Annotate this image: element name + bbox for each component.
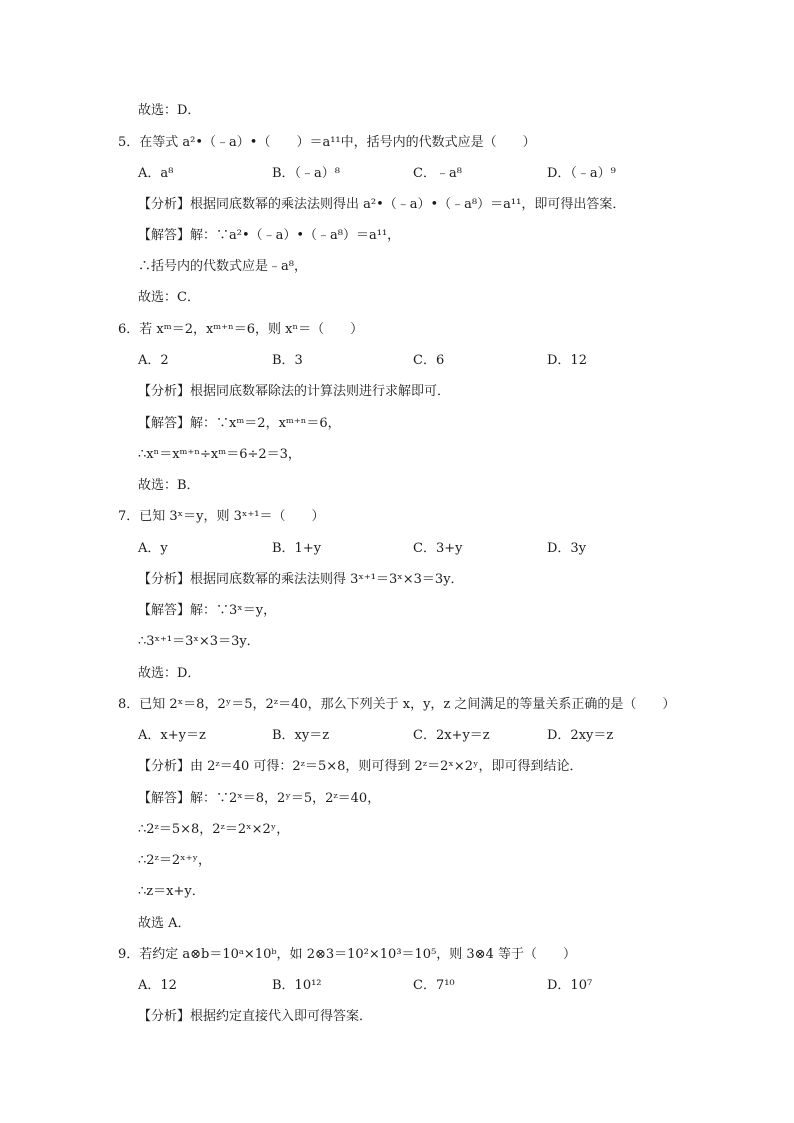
solution-q6-step: ∴xⁿ＝xᵐ⁺ⁿ÷xᵐ＝6÷2＝3， bbox=[138, 447, 301, 462]
answer-line-q6: 故选：B． bbox=[138, 478, 200, 493]
option-c: C．6 bbox=[413, 353, 445, 368]
option-d: D．10⁷ bbox=[547, 978, 593, 993]
option-b: B．10¹² bbox=[272, 978, 322, 993]
option-c: C．﹣a⁸ bbox=[413, 166, 462, 181]
analysis-q8: 【分析】由 2ᶻ＝40 可得：2ᶻ＝5×8，则可得到 2ᶻ＝2ˣ×2ʸ，即可得到结论． bbox=[138, 759, 583, 774]
question-9-options bbox=[138, 977, 658, 995]
option-d: D．（﹣a）⁹ bbox=[547, 166, 616, 181]
question-7-stem: 7．已知 3ˣ＝y，则 3ˣ⁺¹＝（ ） bbox=[118, 509, 325, 524]
option-b: B．3 bbox=[272, 353, 303, 368]
question-5-options bbox=[138, 165, 658, 183]
answer-line-q7: 故选：D． bbox=[138, 666, 201, 681]
question-7-options bbox=[138, 540, 658, 558]
answer-line-q5: 故选：C． bbox=[138, 290, 200, 305]
question-8-options bbox=[138, 727, 658, 745]
solution-q8-step-3: ∴z＝x+y． bbox=[138, 884, 205, 899]
solution-q7-step: ∴3ˣ⁺¹＝3ˣ×3＝3y． bbox=[138, 634, 260, 649]
answer-line-q4: 故选：D． bbox=[138, 103, 201, 118]
option-d: D．12 bbox=[547, 353, 587, 368]
solution-q7: 【解答】解：∵3ˣ＝y， bbox=[138, 603, 277, 618]
solution-q8-step-2: ∴2ᶻ＝2ˣ⁺ʸ， bbox=[138, 853, 211, 868]
option-a: A．2 bbox=[138, 353, 169, 368]
option-a: A．a⁸ bbox=[138, 166, 174, 181]
question-6-stem: 6．若 xᵐ＝2，xᵐ⁺ⁿ＝6，则 xⁿ＝（ ） bbox=[118, 322, 364, 337]
option-c: C．2x+y＝z bbox=[413, 728, 490, 743]
solution-q8-step-1: ∴2ᶻ＝5×8，2ᶻ＝2ˣ×2ʸ， bbox=[138, 822, 290, 837]
solution-q8: 【解答】解：∵2ˣ＝8，2ʸ＝5，2ᶻ＝40， bbox=[138, 791, 381, 806]
question-5-stem: 5．在等式 a²•（﹣a）•（ ）＝a¹¹中，括号内的代数式应是（ ） bbox=[118, 135, 536, 150]
answer-line-q8: 故选 A． bbox=[138, 916, 191, 931]
option-d: D．2xy＝z bbox=[547, 728, 614, 743]
question-8-stem: 8．已知 2ˣ＝8，2ʸ＝5，2ᶻ＝40，那么下列关于 x，y，z 之间满足的等量关系正确的是（ ） bbox=[118, 697, 676, 712]
option-b: B．（﹣a）⁸ bbox=[272, 166, 341, 181]
analysis-q5: 【分析】根据同底数幂的乘法法则得出 a²•（﹣a）•（﹣a⁸）＝a¹¹，即可得出答案． bbox=[138, 197, 626, 212]
option-a: A．x+y＝z bbox=[138, 728, 206, 743]
solution-q6: 【解答】解：∵xᵐ＝2，xᵐ⁺ⁿ＝6， bbox=[138, 416, 341, 431]
question-6-options bbox=[138, 352, 658, 370]
option-b: B．xy＝z bbox=[272, 728, 330, 743]
option-a: A．y bbox=[138, 541, 168, 556]
analysis-q7: 【分析】根据同底数幂的乘法法则得 3ˣ⁺¹＝3ˣ×3＝3y． bbox=[138, 572, 464, 587]
option-b: B．1+y bbox=[272, 541, 322, 556]
solution-q5: 【解答】解：∵a²•（﹣a）•（﹣a⁸）＝a¹¹， bbox=[138, 228, 401, 243]
analysis-q9: 【分析】根据约定直接代入即可得答案． bbox=[138, 1009, 373, 1024]
option-d: D．3y bbox=[547, 541, 587, 556]
option-c: C．7¹⁰ bbox=[413, 978, 455, 993]
solution-q5-step: ∴括号内的代数式应是﹣a⁸， bbox=[138, 259, 307, 274]
option-c: C．3+y bbox=[413, 541, 463, 556]
question-9-stem: 9．若约定 a⊗b＝10ᵃ×10ᵇ，如 2⊗3＝10²×10³＝10⁵，则 3⊗4 等于（ ） bbox=[118, 947, 576, 962]
analysis-q6: 【分析】根据同底数幂除法的计算法则进行求解即可． bbox=[138, 384, 451, 399]
option-a: A．12 bbox=[138, 978, 177, 993]
